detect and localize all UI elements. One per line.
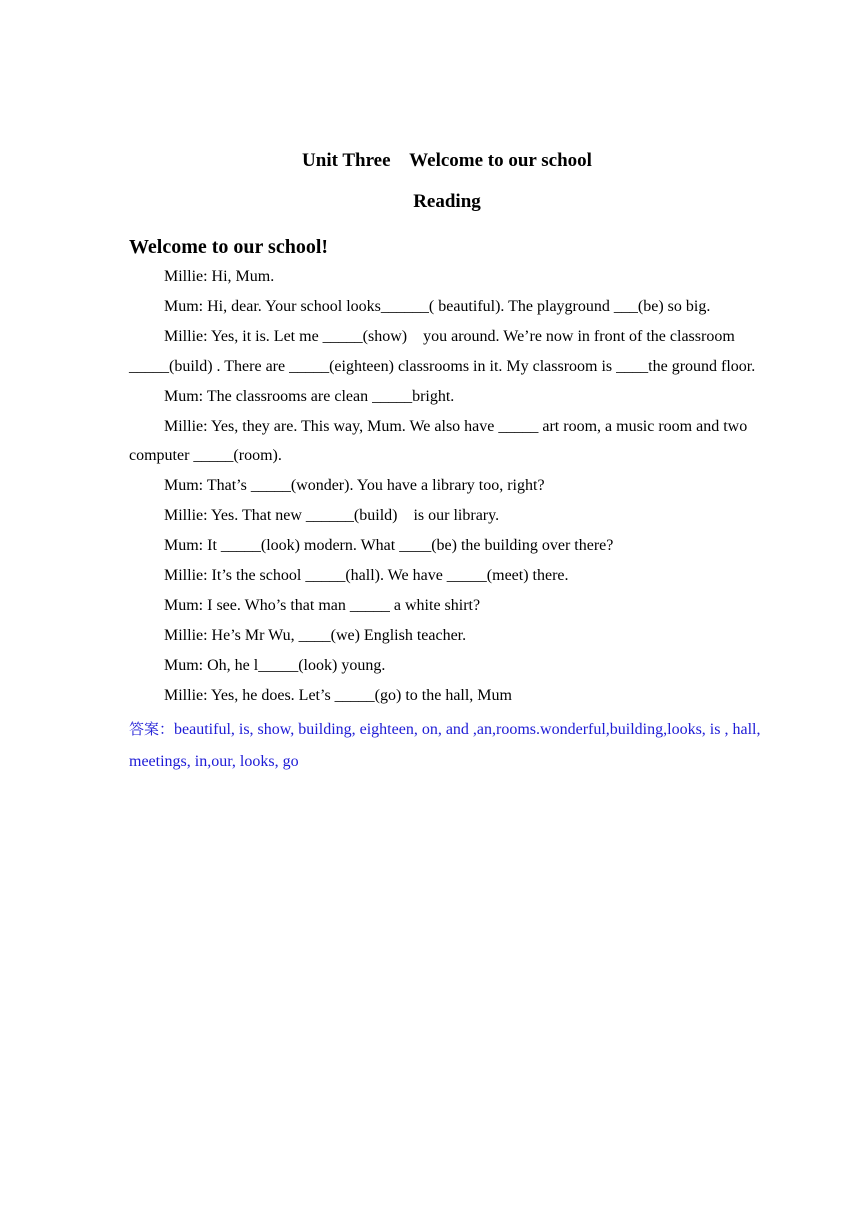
dialogue-line: Mum: I see. Who’s that man _____ a white shirt? (164, 596, 481, 614)
document-title: Unit Three Welcome to our school (302, 150, 592, 171)
dialogue-line: Millie: It’s the school _____(hall). We have _____(meet) there. (164, 567, 569, 585)
answer-text: beautiful, is, show, building, eighteen, on, and ,an,rooms.wonderful,building,looks, is , hall, meetings, in,our, looks, go (129, 720, 761, 770)
section-heading: Welcome to our school! (129, 236, 329, 258)
dialogue-line: Millie: He’s Mr Wu, ____(we) English teacher. (164, 626, 467, 644)
answer-label: 答案： (129, 719, 175, 738)
dialogue-line: Millie: Yes. That new ______(build) is our library. (164, 507, 500, 525)
dialogue-line: Millie: Yes, he does. Let’s _____(go) to the hall, Mum (164, 686, 512, 704)
dialogue-line: Mum: Oh, he l_____(look) young. (164, 656, 386, 674)
dialogue-line: Mum: Hi, dear. Your school looks______( beautiful). The playground ___(be) so big. (164, 297, 711, 315)
dialogue-line: Millie: Yes, it is. Let me _____(show) you around. We’re now in front of the classroom _____(build) . There are _____(eighteen) classrooms in it. My classroom is ____the ground floor. (129, 327, 756, 375)
document-subtitle: Reading (413, 191, 481, 212)
dialogue-line: Mum: That’s _____(wonder). You have a library too, right? (164, 477, 545, 495)
dialogue-body (129, 262, 762, 778)
dialogue-line: Mum: It _____(look) modern. What ____(be) the building over there? (164, 537, 614, 555)
answer-key (129, 713, 762, 778)
dialogue-line: Mum: The classrooms are clean _____bright. (164, 387, 455, 405)
dialogue-line: Millie: Hi, Mum. (164, 268, 275, 285)
dialogue-line: Millie: Yes, they are. This way, Mum. We also have _____ art room, a music room and two computer _____(room). (129, 417, 752, 465)
